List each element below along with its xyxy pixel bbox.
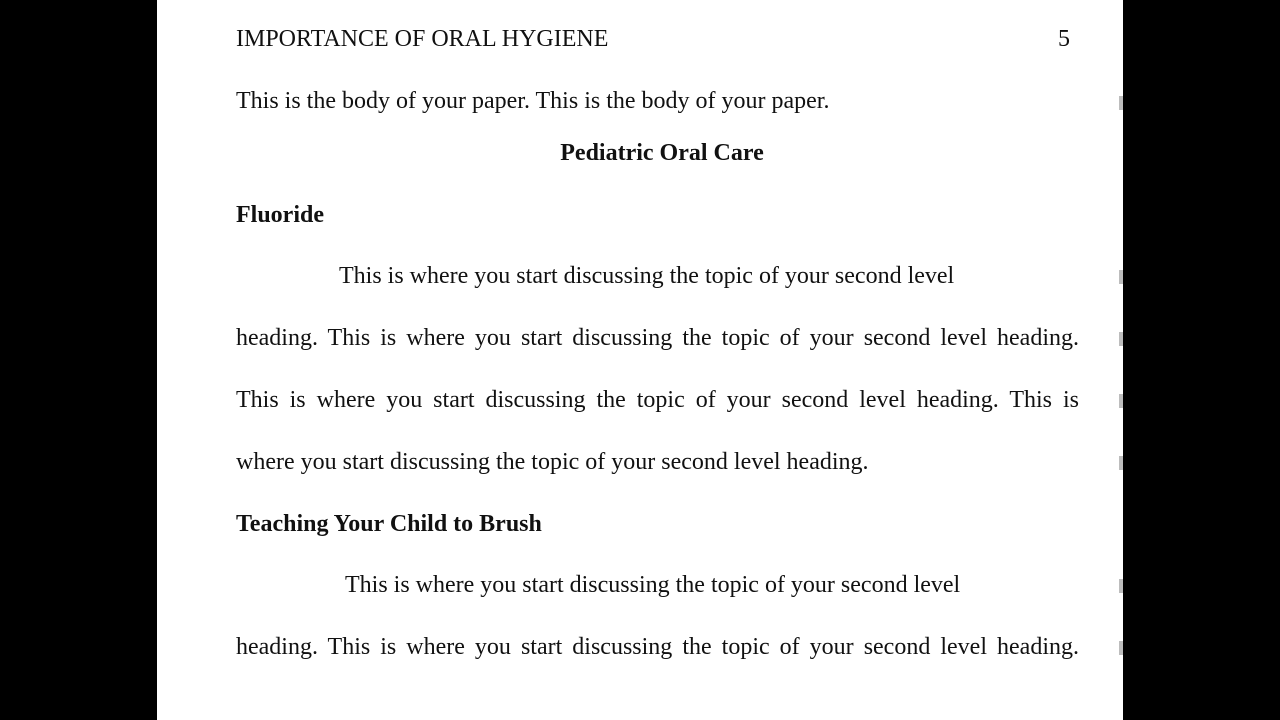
clipped-text-fragment [1119,394,1123,408]
clipped-text-fragment [1119,579,1123,593]
clipped-text-fragment [1119,456,1123,470]
level1-heading: Pediatric Oral Care [560,140,764,166]
document-page [157,0,1123,720]
level2-heading-brushing: Teaching Your Child to Brush [236,511,542,537]
clipped-text-fragment [1119,641,1123,655]
paragraph-line: This is where you start discussing the topic of your second level heading. This is [236,387,1079,413]
clipped-text-fragment [1119,270,1123,284]
clipped-text-fragment [1119,96,1123,110]
paragraph-line: This is where you start discussing the topic of your second level [339,263,955,289]
paragraph-line: where you start discussing the topic of your second level heading. [236,449,869,475]
page-number: 5 [1058,26,1070,52]
paragraph-line: heading. This is where you start discussing the topic of your second level heading. [236,325,1079,351]
clipped-text-fragment [1119,332,1123,346]
paragraph-line: heading. This is where you start discussing the topic of your second level heading. [236,634,1079,660]
running-head: IMPORTANCE OF ORAL HYGIENE [236,26,609,52]
level2-heading-fluoride: Fluoride [236,202,324,228]
paragraph-line: This is where you start discussing the topic of your second level [345,572,961,598]
body-intro-line: This is the body of your paper. This is the body of your paper. [236,88,830,114]
